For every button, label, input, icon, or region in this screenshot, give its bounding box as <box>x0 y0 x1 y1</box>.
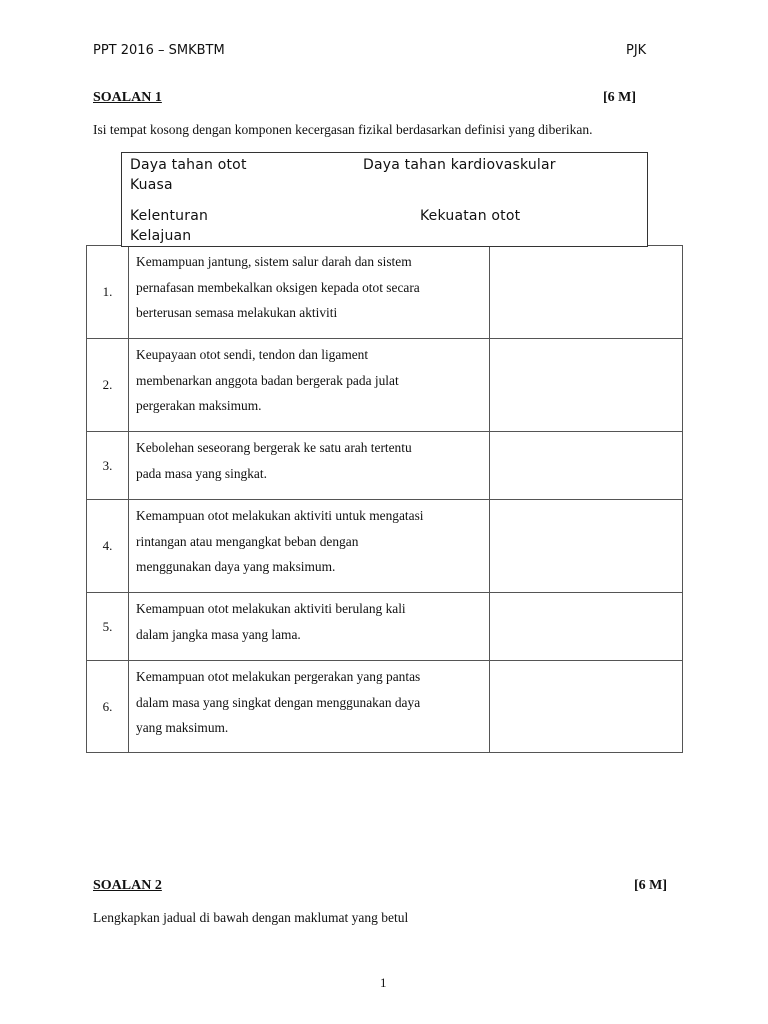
question-2-instruction: Lengkapkan jadual di bawah dengan maklumat yang betul <box>93 910 409 925</box>
definition-line: dalam masa yang singkat dengan menggunakan daya <box>136 694 421 710</box>
row-definition <box>129 432 490 500</box>
answer-cell[interactable] <box>489 500 682 593</box>
row-number: 1. <box>87 246 129 339</box>
row-number: 6. <box>87 661 129 753</box>
definition-line: Kemampuan jantung, sistem salur darah dan sistem <box>136 254 412 269</box>
header-right: PJK <box>626 43 647 58</box>
header-left: PPT 2016 – SMKBTM <box>93 43 225 58</box>
row-definition <box>129 661 490 753</box>
row-definition <box>129 500 490 593</box>
question-2-title: SOALAN 2 <box>93 878 162 893</box>
question-1-title: SOALAN 1 <box>93 90 162 105</box>
option-kekuatan-otot: Kekuatan otot <box>420 208 521 224</box>
definition-line: pergerakan maksimum. <box>136 398 262 413</box>
definitions-table <box>86 245 683 753</box>
definition-line: pada masa yang singkat. <box>136 465 267 481</box>
definition-line: rintangan atau mengangkat beban dengan <box>136 533 359 549</box>
table-row <box>87 593 683 661</box>
row-definition <box>129 593 490 661</box>
page-number: 1 <box>380 975 387 990</box>
answer-cell[interactable] <box>489 593 682 661</box>
question-1-marks: [6 M] <box>603 90 637 105</box>
option-kelajuan: Kelajuan <box>130 228 192 244</box>
option-kelenturan: Kelenturan <box>130 208 209 224</box>
answer-cell[interactable] <box>489 661 682 753</box>
table-row <box>87 661 683 753</box>
definition-line: Kebolehan seseorang bergerak ke satu arah tertentu <box>136 440 412 455</box>
row-number: 5. <box>87 593 129 661</box>
definition-line: Kemampuan otot melakukan aktiviti untuk mengatasi <box>136 508 424 523</box>
answer-cell[interactable] <box>489 246 682 339</box>
answer-cell[interactable] <box>489 432 682 500</box>
question-1-instruction: Isi tempat kosong dengan komponen kecergasan fizikal berdasarkan definisi yang diberikan. <box>93 122 593 137</box>
row-number: 3. <box>87 432 129 500</box>
row-definition <box>129 246 490 339</box>
row-number: 4. <box>87 500 129 593</box>
option-daya-tahan-kardiovaskular: Daya tahan kardiovaskular <box>363 157 556 173</box>
definition-line: Kemampuan otot melakukan aktiviti berulang kali <box>136 601 406 616</box>
definition-line: pernafasan membekalkan oksigen kepada otot secara <box>136 279 420 295</box>
table-row <box>87 432 683 500</box>
definition-line: dalam jangka masa yang lama. <box>136 626 301 642</box>
row-number: 2. <box>87 339 129 432</box>
definition-line: yang maksimum. <box>136 720 229 735</box>
option-daya-tahan-otot: Daya tahan otot <box>130 157 247 173</box>
table-row <box>87 339 683 432</box>
definition-line: Keupayaan otot sendi, tendon dan ligament <box>136 347 369 362</box>
table-row <box>87 246 683 339</box>
definition-line: membenarkan anggota badan bergerak pada julat <box>136 372 399 388</box>
row-definition <box>129 339 490 432</box>
option-kuasa: Kuasa <box>130 177 173 193</box>
question-2-marks: [6 M] <box>634 878 668 893</box>
answer-options-box <box>121 152 648 247</box>
definition-line: berterusan semasa melakukan aktiviti <box>136 305 338 320</box>
answer-cell[interactable] <box>489 339 682 432</box>
table-row <box>87 500 683 593</box>
definition-line: Kemampuan otot melakukan pergerakan yang pantas <box>136 669 421 684</box>
definition-line: menggunakan daya yang maksimum. <box>136 559 336 574</box>
